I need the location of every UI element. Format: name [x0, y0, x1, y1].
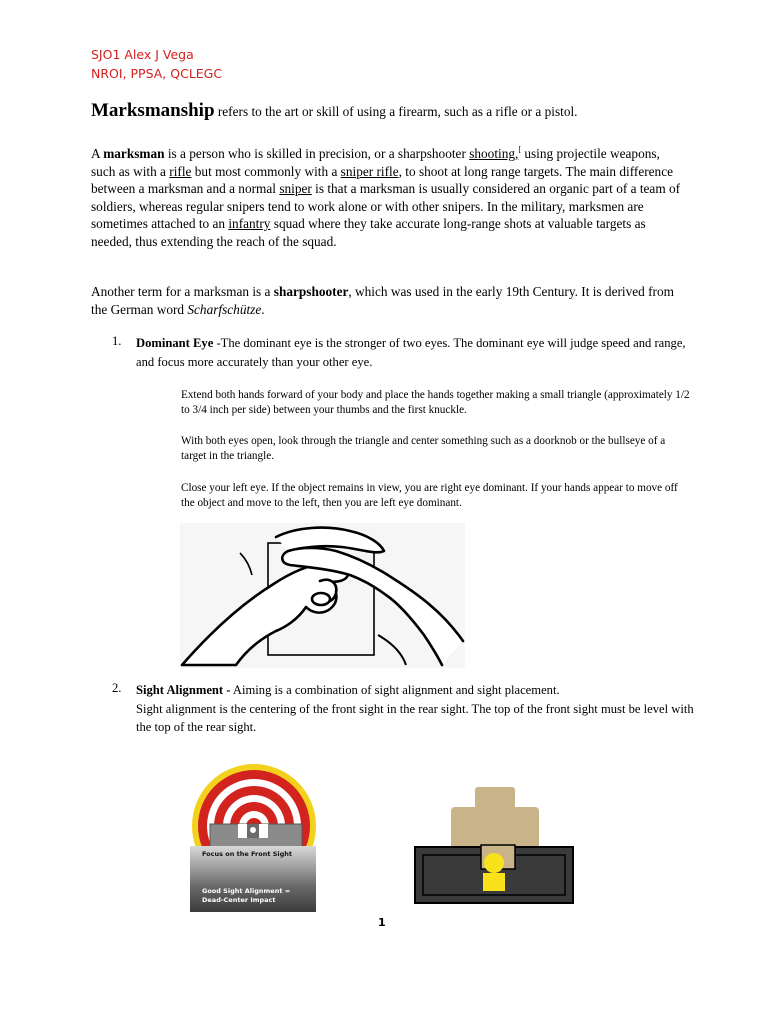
target-caption-bottom-1: Good Sight Alignment =	[202, 887, 291, 895]
text-run: using projectile weapons, such as with a	[91, 146, 660, 179]
link-infantry[interactable]: infantry	[228, 216, 271, 231]
doc-title: Marksmanship	[91, 100, 215, 121]
list-item-dominant-eye	[136, 334, 691, 371]
term-scharfschutze: Scharfschütze	[187, 301, 262, 317]
author-credentials: NROI, PPSA, QCLEGC	[91, 66, 223, 81]
citation-marker[interactable]: [	[518, 145, 522, 154]
link-sniper[interactable]: sniper	[279, 181, 312, 196]
term-sharpshooter: sharpshooter	[273, 284, 349, 299]
text-run: to shoot at long range targets. The main difference between a marksman and a normal	[91, 163, 673, 196]
target-caption-top: Focus on the Front Sight	[202, 850, 293, 858]
link-sniper-rifle[interactable]: sniper rifle,	[340, 163, 402, 179]
target-caption-bottom-2: Dead-Center Impact	[202, 896, 276, 904]
text-run: .	[261, 301, 265, 317]
link-rifle[interactable]: rifle	[169, 163, 192, 179]
link-shooting[interactable]: shooting,	[469, 146, 519, 161]
text-run: but most commonly with a	[191, 163, 341, 179]
page-number: 1	[378, 916, 386, 929]
list-number: 2.	[112, 681, 122, 695]
item-heading: Sight Alignment -	[136, 683, 231, 697]
item-text: -The dominant eye is the stronger of two eyes. The dominant eye will judge speed and range, and focus more accurately than your other eye.	[136, 336, 686, 369]
text-run: A	[91, 146, 104, 161]
text-run: Another term for a marksman is a	[91, 284, 274, 299]
text-run: is a person who is skilled in precision, or a sharpshooter	[164, 146, 470, 161]
intro-text: refers to the art or skill of using a firearm, such as a rifle or a pistol.	[214, 104, 578, 119]
hands-triangle-illustration	[180, 523, 465, 668]
author-name: SJO1 Alex J Vega	[91, 47, 194, 62]
list-number: 1.	[112, 334, 122, 348]
item-heading: Dominant Eye	[136, 336, 214, 350]
sharpshooter-paragraph	[91, 283, 681, 318]
dominant-eye-step-1: Extend both hands forward of your body and place the hands together making a small triangle (approximately 1/2 to 3/4 inch per side) between your thumbs and the first knuckle.	[181, 389, 690, 416]
text-run: squad where they take accurate long-range shots at valuable targets as needed, thus extending the reach of the squad.	[91, 216, 646, 249]
sight-alignment-diagram	[413, 787, 575, 907]
dominant-eye-step-3: Close your left eye. If the object remains in view, you are right eye dominant. If your hands appear to move off the object and move to the left, then you are left eye dominant.	[181, 482, 678, 509]
text-run: is that a marksman is usually considered an organic part of a team of soldiers, whereas regular snipers tend to work alone or with other snipers. In the military, marksmen are sometimes attached to an	[91, 181, 681, 231]
dominant-eye-step-2: With both eyes open, look through the triangle and center something such as a doorknob or the bullseye of a target in the triangle.	[181, 435, 666, 462]
front-sight-target-illustration	[190, 760, 318, 912]
list-item-sight-alignment	[136, 681, 696, 737]
marksman-paragraph	[91, 145, 681, 250]
text-run: , which was used in the early 19th Century. It is derived from the German word	[91, 284, 674, 317]
intro-line	[91, 100, 691, 122]
item-text-line2: Sight alignment is the centering of the front sight in the rear sight. The top of the front sight must be level with the top of the rear sight.	[136, 701, 694, 734]
item-text: Aiming is a combination of sight alignment and sight placement.	[230, 683, 560, 697]
term-marksman: marksman	[103, 146, 165, 161]
